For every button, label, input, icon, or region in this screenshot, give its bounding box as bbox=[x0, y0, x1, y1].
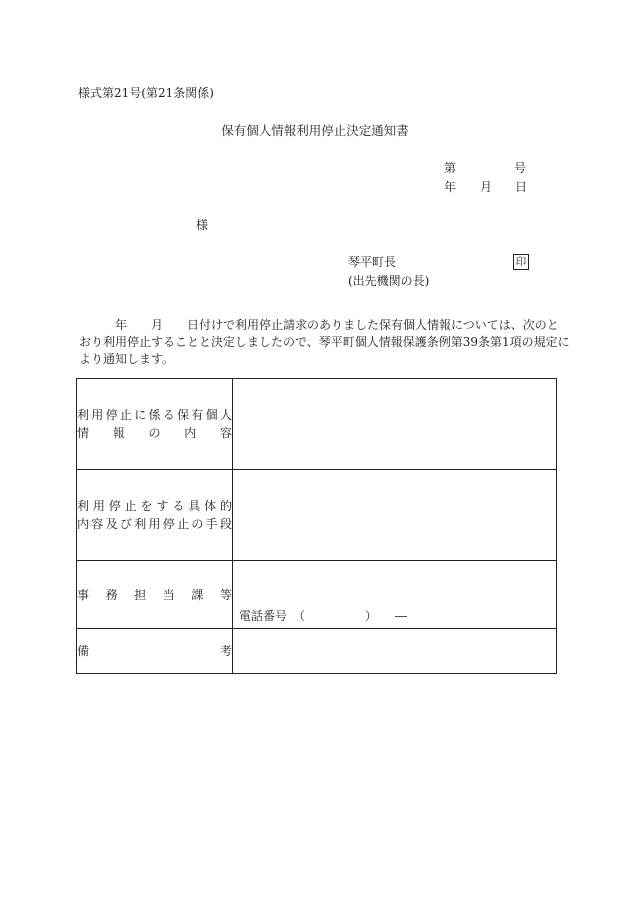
notice-table bbox=[76, 378, 557, 674]
label-cell-office bbox=[77, 561, 233, 629]
form-number: 様式第21号(第21条関係) bbox=[78, 86, 214, 100]
label-text: 利用停止に係る保有個人 bbox=[77, 408, 232, 422]
date-year: 年 bbox=[444, 180, 457, 194]
date-day: 日 bbox=[515, 180, 528, 194]
value-cell-remarks bbox=[233, 629, 557, 674]
label-text: 事務担当課等 bbox=[77, 587, 232, 602]
label-cell-content bbox=[77, 379, 233, 470]
table-row bbox=[77, 379, 557, 470]
value-cell-method bbox=[233, 470, 557, 561]
addressee-suffix: 様 bbox=[196, 218, 209, 232]
label-text: 利用停止をする具体的 bbox=[77, 499, 232, 513]
document-number-prefix: 第 bbox=[444, 161, 457, 175]
document-title: 保有個人情報利用停止決定通知書 bbox=[221, 123, 409, 138]
date-month: 月 bbox=[480, 180, 493, 194]
body-line: おり利用停止することと決定しましたので、琴平町個人情報保護条例第39条第1項の規定に bbox=[79, 335, 570, 349]
label-cell-method bbox=[77, 470, 233, 561]
value-cell-content bbox=[233, 379, 557, 470]
value-cell-office bbox=[233, 561, 557, 629]
sender-name: 琴平町長 bbox=[348, 255, 397, 269]
table-row bbox=[77, 561, 557, 629]
body-line: より通知します。 bbox=[79, 352, 175, 366]
body-line: 年 月 日付けで利用停止請求のありました保有個人情報については、次のと bbox=[79, 318, 559, 332]
table-row bbox=[77, 629, 557, 674]
sender-alternate: (出先機関の長) bbox=[348, 274, 430, 288]
label-text: 情報の内容 bbox=[77, 426, 232, 440]
label-text: 内容及び利用停止の手段 bbox=[77, 517, 232, 531]
table-row bbox=[77, 470, 557, 561]
label-text: 備考 bbox=[77, 644, 232, 658]
seal-mark: 印 bbox=[513, 254, 529, 270]
phone-number-line: 電話番号 （ ） ― bbox=[239, 609, 408, 623]
document-number-suffix: 号 bbox=[514, 161, 527, 175]
label-cell-remarks bbox=[77, 629, 233, 674]
notice-body bbox=[79, 317, 570, 368]
